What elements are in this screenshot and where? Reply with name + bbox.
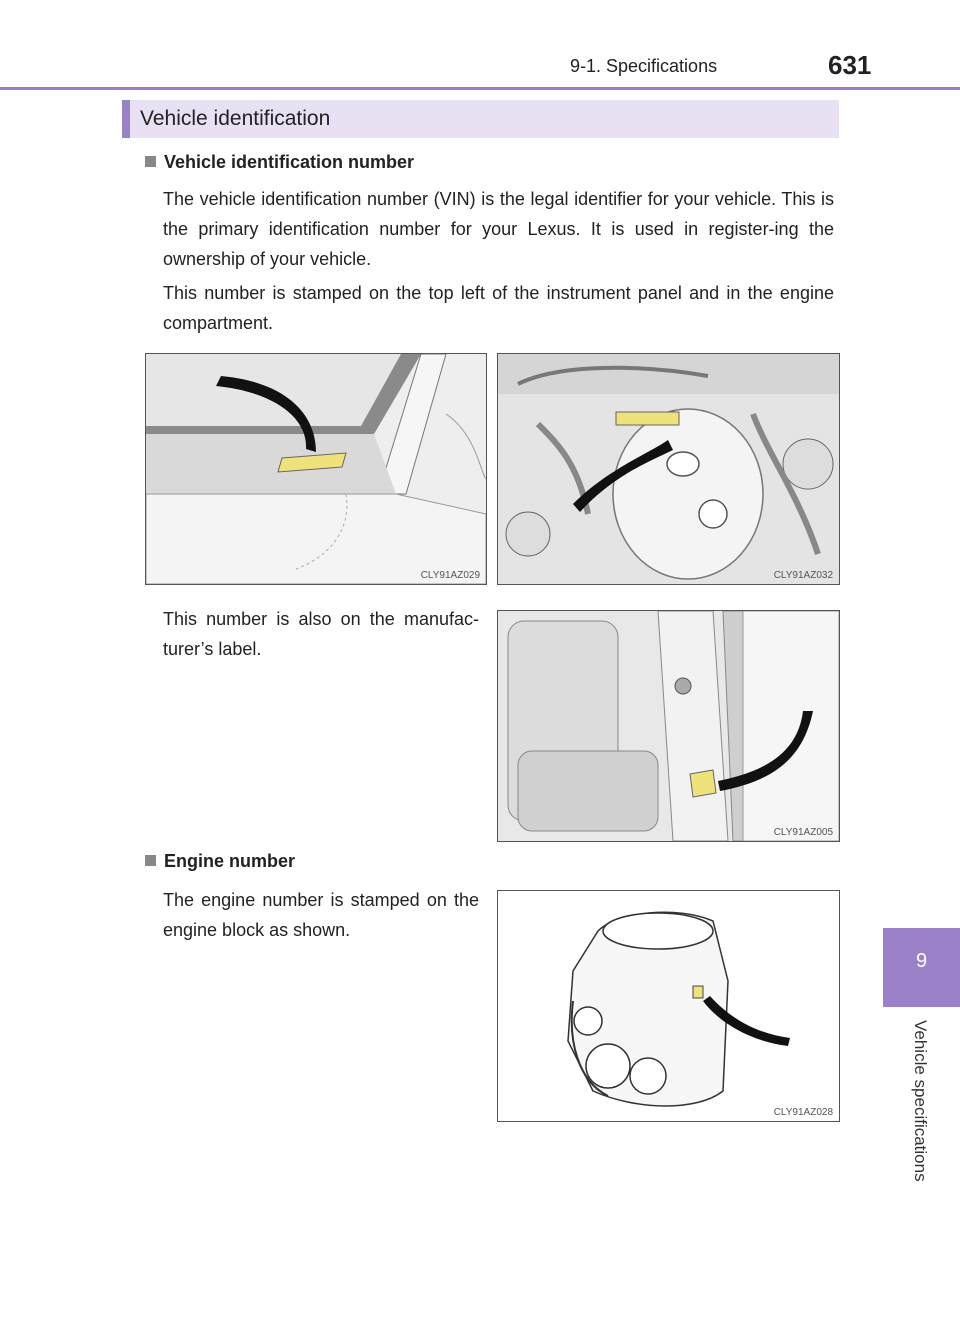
header-rule bbox=[0, 87, 960, 90]
chapter-tab bbox=[883, 928, 960, 1007]
figure-engine-block bbox=[497, 890, 840, 1122]
chapter-title: Vehicle specifications bbox=[911, 1020, 930, 1182]
chapter-title-vertical bbox=[904, 1020, 934, 1210]
vin-heading bbox=[145, 152, 414, 173]
section-title: Vehicle identification bbox=[140, 107, 331, 130]
section-bar-accent bbox=[122, 100, 130, 138]
page-number: 631 bbox=[828, 50, 872, 80]
engine-number-heading bbox=[145, 851, 295, 872]
vin-heading-text: Vehicle identification number bbox=[164, 152, 415, 172]
vin-paragraph-3: This number is also on the manufac-turer’s label. bbox=[163, 609, 479, 659]
square-bullet-icon bbox=[145, 156, 156, 167]
running-header-section: 9-1. Specifications bbox=[570, 56, 718, 76]
figure-code-bay: CLY91AZ032 bbox=[773, 570, 833, 581]
figure-door-label bbox=[497, 610, 840, 842]
engine-number-paragraph: The engine number is stamped on the engine block as shown. bbox=[163, 890, 479, 940]
figure-engine-bay-vin bbox=[497, 353, 840, 585]
chapter-number: 9 bbox=[915, 950, 928, 972]
figure-dashboard-vin bbox=[145, 353, 487, 585]
square-bullet-icon bbox=[145, 855, 156, 866]
vin-paragraph-1: The vehicle identification number (VIN) is the legal identifier for your vehicle. This is the primary identification number for your Lexus. It is used in register-ing the ownership of your vehicle. bbox=[163, 189, 834, 269]
figure-code-engine: CLY91AZ028 bbox=[773, 1107, 833, 1118]
vin-paragraph-2: This number is stamped on the top left of the instrument panel and in the engine compartment. bbox=[163, 283, 834, 333]
figure-code-dash: CLY91AZ029 bbox=[420, 570, 480, 581]
figure-code-door: CLY91AZ005 bbox=[773, 827, 833, 838]
engine-number-heading-text: Engine number bbox=[164, 851, 296, 871]
